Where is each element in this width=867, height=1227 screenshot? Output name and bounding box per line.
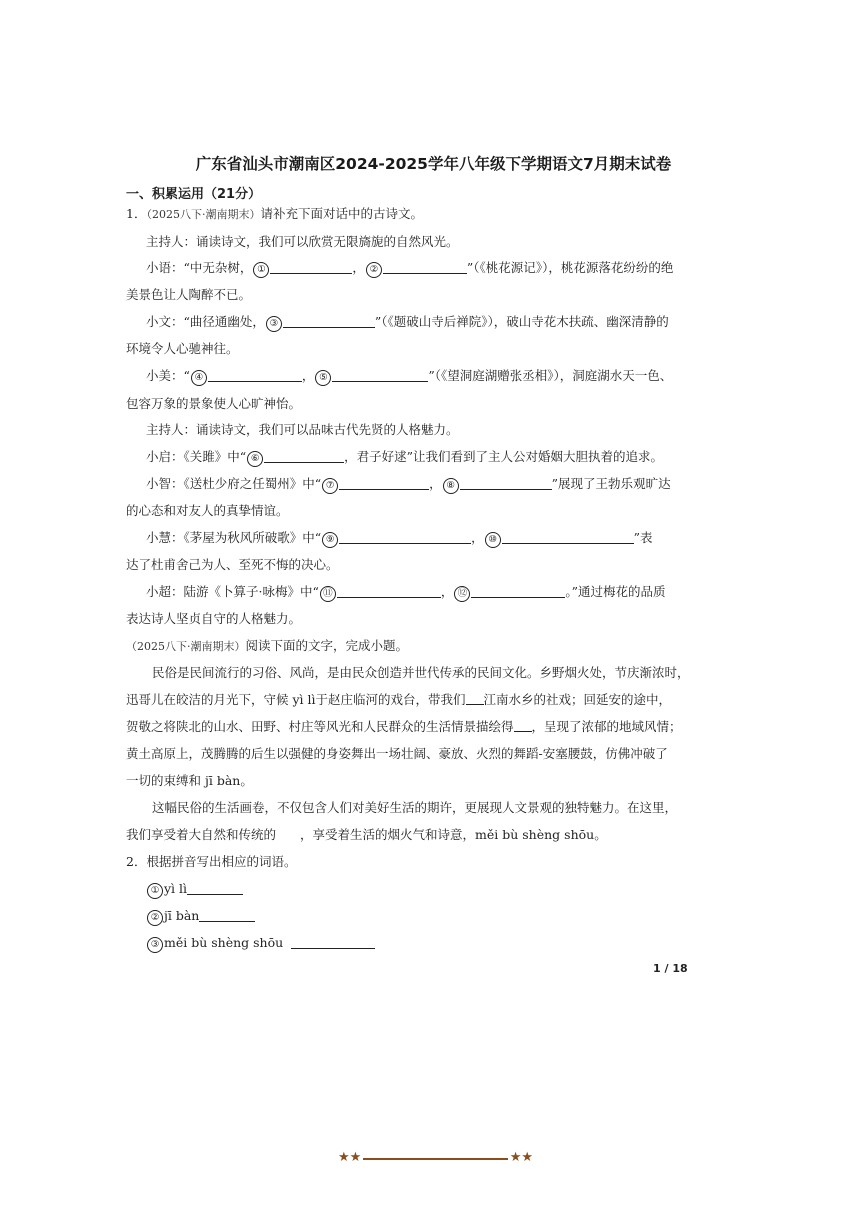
blank-11[interactable] <box>337 585 441 598</box>
blank-2[interactable] <box>383 261 467 274</box>
xiaochao-line: 小超：陆游《卜算子·咏梅》中“ ⑪ ， ⑫ 。”通过梅花的品质 <box>146 584 666 602</box>
blank-marker-3: ③ <box>266 316 282 332</box>
q2-item-3: ③ měi bù shèng shōu <box>146 935 375 953</box>
passage-line: 黄土高原上，茂腾腾的后生以强健的身姿舞出一场壮阔、豪放、火烈的舞蹈-安塞腰鼓，仿佛冲破了 <box>126 746 668 761</box>
xiaochao-line-cont: 表达诗人坚贞自守的人格魅力。 <box>126 611 302 626</box>
page-title: 广东省汕头市潮南区2024-2025学年八年级下学期语文7月期末试卷 <box>195 155 672 173</box>
blank-12[interactable] <box>471 585 565 598</box>
xiaowen-line: 小文：“曲径通幽处， ③ ”（《题破山寺后禅院》），破山寺花木扶疏、幽深清静的 <box>146 314 669 332</box>
q2-item-1: ① yì lì <box>146 881 243 899</box>
xiaomei-line-cont: 包容万象的景象使人心旷神怡。 <box>126 396 302 411</box>
blank-marker-7: ⑦ <box>322 478 338 494</box>
star-icon: ★★ <box>509 1150 533 1165</box>
blank-10[interactable] <box>502 531 634 544</box>
host-line-2: 主持人：诵读诗文，我们可以品味古代先贤的人格魅力。 <box>146 422 459 437</box>
passage-line: 贺敬之将陕北的山水、田野、村庄等风光和人民群众的生活情景描绘得 ，呈现了浓郁的地域风情； <box>126 719 682 734</box>
blank-marker-10: ⑩ <box>485 532 501 548</box>
passage-line: 迅哥儿在皎洁的月光下，守候 yì lì于赵庄临河的戏台，带我们 江南水乡的社戏；回延安的途中， <box>126 692 672 707</box>
reading-source: （2025八下·潮南期末） <box>126 640 246 653</box>
blank-marker-12: ⑫ <box>454 586 470 602</box>
xiaoqi-line: 小启：《关雎》中“ ⑥ ，君子好逑”让我们看到了主人公对婚姻大胆执着的追求。 <box>146 449 663 467</box>
q2-blank-3[interactable] <box>291 936 375 949</box>
q1-prompt: 请补充下面对话中的古诗文。 <box>260 206 423 221</box>
reading-header <box>126 638 408 655</box>
q2-prompt: 根据拼音写出相应的词语。 <box>146 854 297 869</box>
passage-line: 我们享受着大自然和传统的 ，享受着生活的烟火气和诗意，měi bù shèng shōu。 <box>126 827 607 842</box>
blank-marker-4: ④ <box>191 370 207 386</box>
q1-header: 1．（2025八下·潮南期末）请补充下面对话中的古诗文。 <box>126 206 423 221</box>
section-heading: 一、积累运用（21分） <box>126 187 262 202</box>
blank-marker-5: ⑤ <box>315 370 331 386</box>
xiaozhi-line: 小智：《送杜少府之任蜀州》中“ ⑦ ， ⑧ ”展现了王勃乐观旷达 <box>146 476 671 494</box>
q2-item-2: ② jī bàn <box>146 908 255 926</box>
host-line-1: 主持人：诵读诗文，我们可以欣赏无限旖旎的自然风光。 <box>146 234 459 249</box>
star-icon: ★★ <box>338 1150 362 1165</box>
blank-1[interactable] <box>270 261 352 274</box>
q2-blank-2[interactable] <box>199 909 255 922</box>
passage-blank <box>514 720 532 732</box>
blank-marker-8: ⑧ <box>443 478 459 494</box>
q2-blank-1[interactable] <box>187 882 243 895</box>
blank-5[interactable] <box>332 369 428 382</box>
passage-line: 民俗是民间流行的习俗、风尚，是由民众创造并世代传承的民间文化。乡野烟火处，节庆渐浓时， <box>152 665 690 680</box>
passage-blank <box>466 693 484 705</box>
blank-8[interactable] <box>460 477 552 490</box>
blank-marker-2: ② <box>366 262 382 278</box>
xiaozhi-line-cont: 的心态和对友人的真挚情谊。 <box>126 503 289 518</box>
q2-header: 2．根据拼音写出相应的词语。 <box>126 854 297 869</box>
xiaomei-line: 小美：“ ④ ， ⑤ ”（《望洞庭湖赠张丞相》），洞庭湖水天一色、 <box>146 368 672 386</box>
passage-line: 一切的束缚和 jī bàn。 <box>126 773 253 788</box>
xiaohui-line-cont: 达了杜甫舍己为人、至死不悔的决心。 <box>126 557 339 572</box>
blank-4[interactable] <box>208 369 302 382</box>
blank-marker-11: ⑪ <box>320 586 336 602</box>
xiaowen-line-cont: 环境令人心驰神往。 <box>126 341 239 356</box>
blank-9[interactable] <box>339 531 471 544</box>
q1-source: （2025八下·潮南期末） <box>146 208 261 221</box>
xiaoyu-line: 小语：“中无杂树， ① ， ② ”（《桃花源记》），桃花源落花纷纷的绝 <box>146 260 673 278</box>
footer-rule <box>363 1158 508 1160</box>
blank-marker-9: ⑨ <box>322 532 338 548</box>
page-number: 1 / 18 <box>653 962 688 975</box>
xiaohui-line: 小慧：《茅屋为秋风所破歌》中“ ⑨ ， ⑩ ”表 <box>146 530 653 548</box>
blank-marker-6: ⑥ <box>247 451 263 467</box>
blank-marker-1: ① <box>253 262 269 278</box>
blank-3[interactable] <box>283 315 375 328</box>
reading-prompt: 阅读下面的文字，完成小题。 <box>245 638 409 653</box>
passage-line: 这幅民俗的生活画卷，不仅包含人们对美好生活的期许，更展现人文景观的独特魅力。在这里， <box>152 800 678 815</box>
footer-ornament <box>338 1150 533 1168</box>
blank-6[interactable] <box>264 450 344 463</box>
xiaoyu-line-cont: 美景色让人陶醉不已。 <box>126 287 252 302</box>
blank-7[interactable] <box>339 477 429 490</box>
